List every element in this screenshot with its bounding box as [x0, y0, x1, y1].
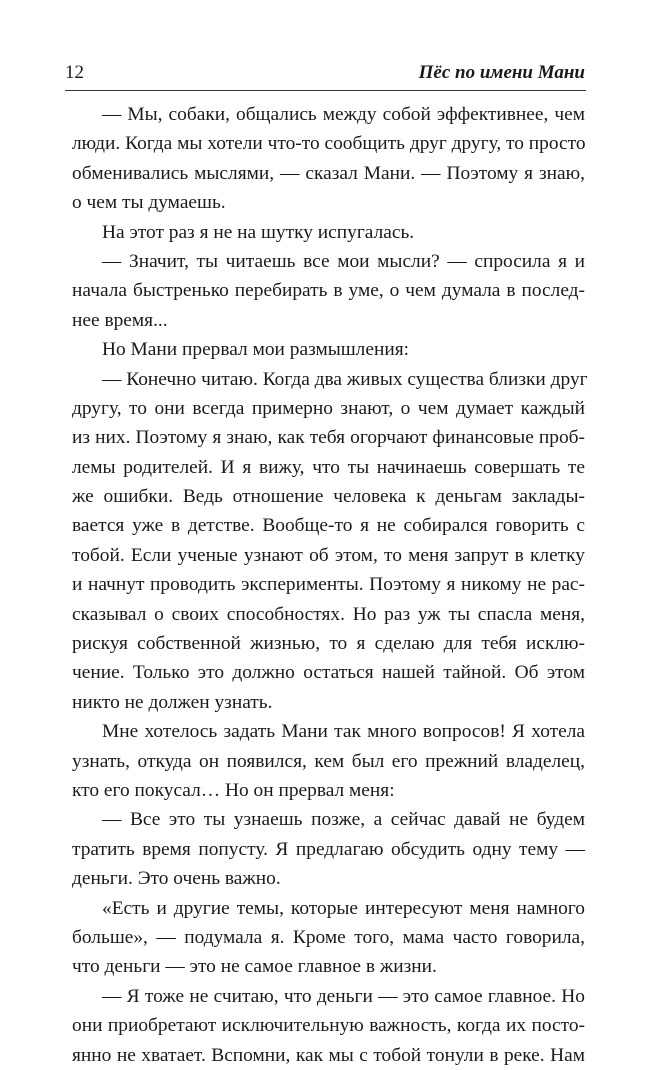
text-line: обменивались мыслями, — сказал Мани. — Поэтому я знаю, — [72, 162, 585, 184]
text-line: сказывал о своих способностях. Но раз уж ты спасла меня, — [72, 603, 585, 625]
text-line: «Есть и другие темы, которые интересуют меня намного — [102, 897, 585, 919]
text-line: никто не должен узнать. — [72, 691, 273, 713]
text-line: нее время... — [72, 309, 168, 331]
text-line: другу, то они всегда примерно знают, о чем думает каждый — [72, 397, 585, 419]
text-line: деньги. Это очень важно. — [72, 868, 281, 890]
page-header — [65, 62, 585, 88]
text-line: Мне хотелось задать Мани так много вопросов! Я хотела — [102, 721, 585, 743]
text-line: Но Мани прервал мои размышления: — [102, 339, 410, 361]
text-line: больше», — подумала я. Кроме того, мама часто говорила, — [72, 926, 585, 948]
text-line: они приобретают исключительную важность, когда их посто- — [72, 1015, 585, 1037]
text-line: тратить время попусту. Я предлагаю обсудить одну тему — — [72, 838, 585, 860]
page-number: 12 — [65, 62, 84, 83]
text-line: тобой. Если ученые узнают об этом, то меня запрут в клетку — [72, 544, 585, 566]
body-text — [72, 100, 588, 1070]
text-line: чение. Только это должно остаться нашей тайной. Об этом — [72, 662, 585, 684]
text-line: о чем ты думаешь. — [72, 192, 226, 214]
text-line: начала быстренько перебирать в уме, о чем думала в послед- — [72, 280, 585, 302]
text-line: что деньги — это не самое главное в жизни. — [72, 956, 437, 978]
text-line: и начнут проводить эксперименты. Поэтому я никому не рас- — [72, 574, 585, 596]
text-line: — Конечно читаю. Когда два живых существа близки друг — [102, 368, 588, 390]
text-line: янно не хватает. Вспомни, как мы с тобой тонули в реке. Нам — [72, 1044, 585, 1066]
header-rule — [65, 90, 586, 91]
text-line: лемы родителей. И я вижу, что ты начинаешь совершать те — [72, 456, 585, 478]
text-line: рискуя собственной жизнью, то я сделаю для тебя исклю- — [72, 633, 585, 655]
text-line: — Значит, ты читаешь все мои мысли? — спросила я и — [102, 250, 585, 272]
text-line: вается уже в детстве. Вообще-то я не собирался говорить с — [72, 515, 585, 537]
text-line: — Все это ты узнаешь позже, а сейчас давай не будем — [102, 809, 585, 831]
text-line: — Мы, собаки, общались между собой эффективнее, чем — [102, 104, 585, 125]
text-line: из них. Поэтому я знаю, как тебя огорчают финансовые проб- — [72, 427, 585, 449]
text-line: же ошибки. Ведь отношение человека к деньгам заклады- — [72, 486, 585, 508]
text-line: — Я тоже не считаю, что деньги — это самое главное. Но — [102, 985, 585, 1007]
running-title: Пёс по имени Мани — [418, 62, 585, 83]
text-line: люди. Когда мы хотели что-то сообщить друг другу, то просто — [72, 133, 586, 155]
text-line: узнать, откуда он появился, кем был его прежний владелец, — [72, 750, 585, 772]
text-line: На этот раз я не на шутку испугалась. — [102, 221, 415, 243]
text-line: кто его покусал… Но он прервал меня: — [72, 779, 395, 801]
